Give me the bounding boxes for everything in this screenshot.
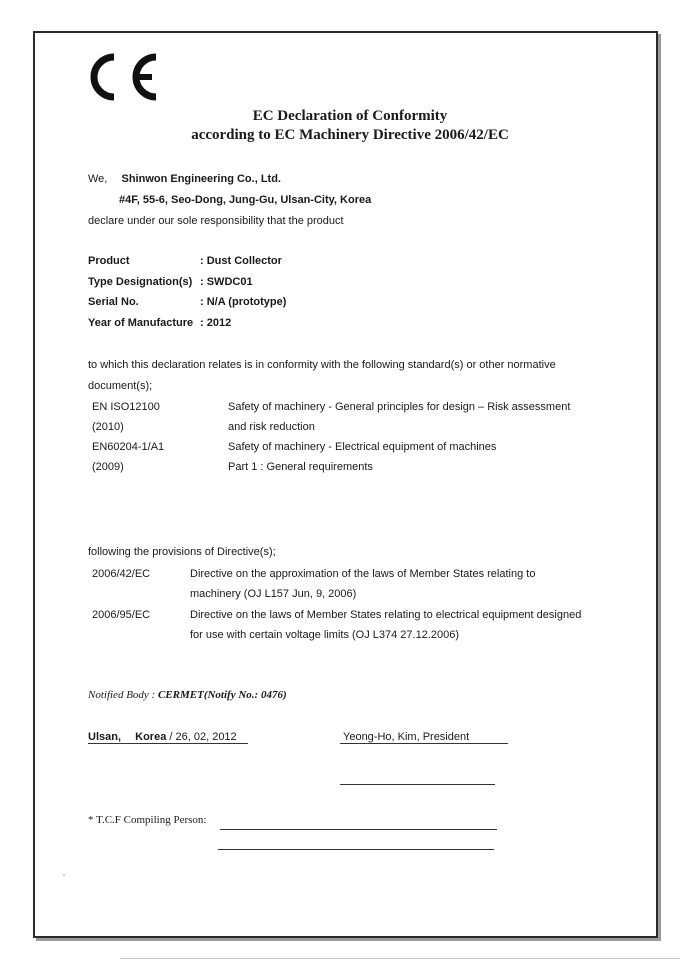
signer-underline	[340, 743, 508, 744]
directive-description: machinery (OJ L157 Jun, 9, 2006)	[190, 588, 357, 600]
tcf-line-2	[218, 849, 494, 850]
standard-description: and risk reduction	[228, 421, 315, 433]
standard-description: Safety of machinery - General principles for design – Risk assessment	[228, 401, 571, 413]
place-date-underline	[88, 743, 248, 744]
type-designation-label: Type Designation(s)	[88, 276, 193, 288]
document-title: EC Declaration of Conformity	[252, 108, 448, 124]
directive-description: for use with certain voltage limits (OJ L374 27.12.2006)	[190, 629, 460, 641]
signature-line	[340, 784, 495, 785]
signing-date: / 26, 02, 2012	[169, 731, 237, 743]
place-and-date	[88, 731, 237, 743]
conformity-intro-line2: document(s);	[88, 380, 153, 392]
product-value: : Dust Collector	[200, 255, 282, 267]
product-label: Product	[88, 255, 130, 267]
directive-description: Directive on the laws of Member States relating to electrical equipment designed	[190, 609, 582, 621]
standard-code: (2010)	[92, 421, 124, 433]
we-prefix: We,	[88, 173, 108, 185]
manufacturer-name: Shinwon Engineering Co., Ltd.	[121, 173, 281, 185]
serial-number-value: : N/A (prototype)	[200, 296, 287, 308]
standard-description: Safety of machinery - Electrical equipment of machines	[228, 441, 497, 453]
declaration-statement: declare under our sole responsibility that the product	[88, 215, 344, 227]
ce-mark-logo	[84, 50, 162, 104]
manufacturer-line	[88, 173, 281, 185]
tcf-line-1	[220, 829, 497, 830]
standard-code: (2009)	[92, 461, 124, 473]
directive-code: 2006/95/EC	[92, 609, 151, 621]
scan-edge-line	[120, 958, 680, 959]
directive-code: 2006/42/EC	[92, 568, 151, 580]
document-border	[33, 31, 658, 938]
year-of-manufacture-label: Year of Manufacture	[88, 317, 194, 329]
standard-description: Part 1 : General requirements	[228, 461, 373, 473]
standard-code: EN60204-1/A1	[92, 441, 165, 453]
standard-code: EN ISO12100	[92, 401, 160, 413]
directives-intro: following the provisions of Directive(s);	[88, 546, 276, 558]
tcf-compiling-person-label: * T.C.F Compiling Person:	[88, 814, 207, 826]
scan-speck	[63, 874, 65, 876]
type-designation-value: : SWDC01	[200, 276, 253, 288]
signer-name: Yeong-Ho, Kim, President	[343, 731, 470, 743]
conformity-intro-line1: to which this declaration relates is in conformity with the following standard(s) or other normative	[88, 359, 556, 371]
notified-body-value: CERMET(Notify No.: 0476)	[157, 689, 287, 701]
manufacturer-address: #4F, 55-6, Seo-Dong, Jung-Gu, Ulsan-City, Korea	[119, 194, 372, 206]
notified-body	[88, 689, 287, 701]
year-of-manufacture-value: : 2012	[200, 317, 232, 329]
notified-body-label: Notified Body :	[88, 689, 156, 701]
directive-description: Directive on the approximation of the laws of Member States relating to	[190, 568, 536, 580]
signing-country: Korea	[135, 731, 167, 743]
serial-number-label: Serial No.	[88, 296, 139, 308]
signing-city: Ulsan,	[88, 731, 122, 743]
document-subtitle: according to EC Machinery Directive 2006/42/EC	[191, 127, 509, 143]
